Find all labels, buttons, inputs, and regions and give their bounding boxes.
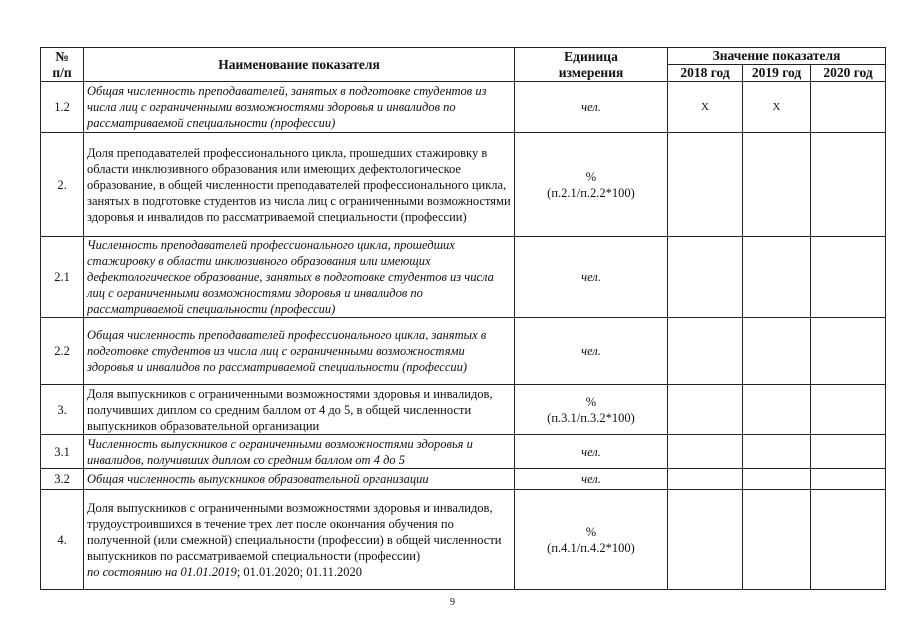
row-unit: % (585, 524, 597, 539)
row-number: 2.1 (41, 237, 84, 318)
table-row (41, 237, 886, 318)
row-value-2019 (743, 318, 811, 385)
row-indicator-name: Численность выпускников с ограниченными возможностями здоровья и инвалидов, получивших диплом со средним баллом от 4 до 5 (84, 435, 515, 469)
row-value-2019 (743, 490, 811, 590)
row-value-2018 (668, 133, 743, 237)
row-number: 3. (41, 385, 84, 435)
header-year-2020: 2020 год (811, 65, 886, 82)
row-indicator-name: Доля выпускников с ограниченными возможностями здоровья и инвалидов, трудоустроившихся в течение трех лет после окончания обучения по полученной (или смежной) специальности (профессии) в общей численности выпускников по рассматриваемой специальности (профессии) (87, 500, 502, 563)
indicators-table (40, 47, 886, 590)
row-unit: чел. (515, 435, 668, 469)
page-number: 9 (450, 597, 455, 608)
header-year-2018: 2018 год (668, 65, 743, 82)
row-value-2018 (668, 490, 743, 590)
table-row (41, 318, 886, 385)
header-num-line1: № (55, 48, 69, 64)
table-row (41, 385, 886, 435)
row-indicator-name: Доля преподавателей профессионального цикла, прошедших стажировку в области инклюзивного образования или имеющих дефектологическое образование, в общей численности преподавателей профессионального цикла, занятых в подготовке студентов из числа лиц с ограниченными возможностями здоровья и инвалидов по рассматриваемой специальности (профессии) (84, 133, 515, 237)
table-header-row (41, 48, 886, 65)
row-unit-formula: (п.2.1/п.2.2*100) (547, 185, 635, 200)
row-unit: чел. (515, 237, 668, 318)
table-row (41, 133, 886, 237)
row-unit-formula: (п.3.1/п.3.2*100) (547, 410, 635, 425)
row-value-2019 (743, 435, 811, 469)
row-number: 4. (41, 490, 84, 590)
row-unit-formula: (п.4.1/п.4.2*100) (547, 540, 635, 555)
row-indicator-name: Доля выпускников с ограниченными возможностями здоровья и инвалидов, получивших диплом со средним баллом от 4 до 5, в общей численности выпускников образовательной организации (84, 385, 515, 435)
row-unit-cell (515, 133, 668, 237)
row-value-2018 (668, 318, 743, 385)
row-value-2018: Х (668, 82, 743, 133)
row-value-2019 (743, 385, 811, 435)
row-unit: чел. (515, 318, 668, 385)
row-value-2020 (811, 237, 886, 318)
row-value-2018 (668, 237, 743, 318)
row-value-2018 (668, 469, 743, 490)
row-number: 3.1 (41, 435, 84, 469)
table-row (41, 435, 886, 469)
row-number: 1.2 (41, 82, 84, 133)
row-value-2020 (811, 490, 886, 590)
row-number: 3.2 (41, 469, 84, 490)
row-indicator-name: Общая численность преподавателей профессионального цикла, занятых в подготовке студентов из числа лиц с ограниченными возможностями здоровья и инвалидов по рассматриваемой специальности (профессии) (84, 318, 515, 385)
row-value-2019: Х (743, 82, 811, 133)
header-unit-line1: Единица (564, 48, 618, 64)
header-name: Наименование показателя (84, 48, 515, 82)
header-unit (515, 48, 668, 82)
row-indicator-name: Общая численность выпускников образовательной организации (84, 469, 515, 490)
row-indicator-name: Общая численность преподавателей, занятых в подготовке студентов из числа лиц с ограниченными возможностями здоровья и инвалидов по рассматриваемой специальности (профессии) (84, 82, 515, 133)
table-row (41, 490, 886, 590)
row-value-2018 (668, 385, 743, 435)
row-date-italic: по состоянию на 01.01.2019 (87, 564, 237, 579)
row-unit-cell (515, 490, 668, 590)
row-value-2020 (811, 435, 886, 469)
header-values-group: Значение показателя (668, 48, 886, 65)
header-num (41, 48, 84, 82)
row-number: 2. (41, 133, 84, 237)
row-unit-cell (515, 385, 668, 435)
header-year-2019: 2019 год (743, 65, 811, 82)
header-unit-line2: измерения (558, 64, 624, 80)
header-num-line2: п/п (52, 64, 72, 80)
row-indicator-name: Численность преподавателей профессионального цикла, прошедших стажировку в области инклюзивного образования или имеющих дефектологическое образование, занятых в подготовке студентов из числа лиц с ограниченными возможностями здоровья и инвалидов по рассматриваемой специальности (профессии) (84, 237, 515, 318)
row-indicator-date-line (87, 564, 511, 580)
table-row (41, 469, 886, 490)
row-indicator-name-cell (84, 490, 515, 590)
row-value-2020 (811, 469, 886, 490)
row-value-2019 (743, 469, 811, 490)
row-value-2020 (811, 385, 886, 435)
row-value-2020 (811, 133, 886, 237)
row-value-2018 (668, 435, 743, 469)
row-unit: % (585, 169, 597, 184)
row-value-2019 (743, 133, 811, 237)
row-value-2020 (811, 82, 886, 133)
table-row (41, 82, 886, 133)
row-unit: чел. (515, 469, 668, 490)
row-value-2020 (811, 318, 886, 385)
row-unit: % (585, 394, 597, 409)
row-unit: чел. (515, 82, 668, 133)
row-number: 2.2 (41, 318, 84, 385)
row-value-2019 (743, 237, 811, 318)
row-date-rest: ; 01.01.2020; 01.11.2020 (236, 564, 363, 579)
